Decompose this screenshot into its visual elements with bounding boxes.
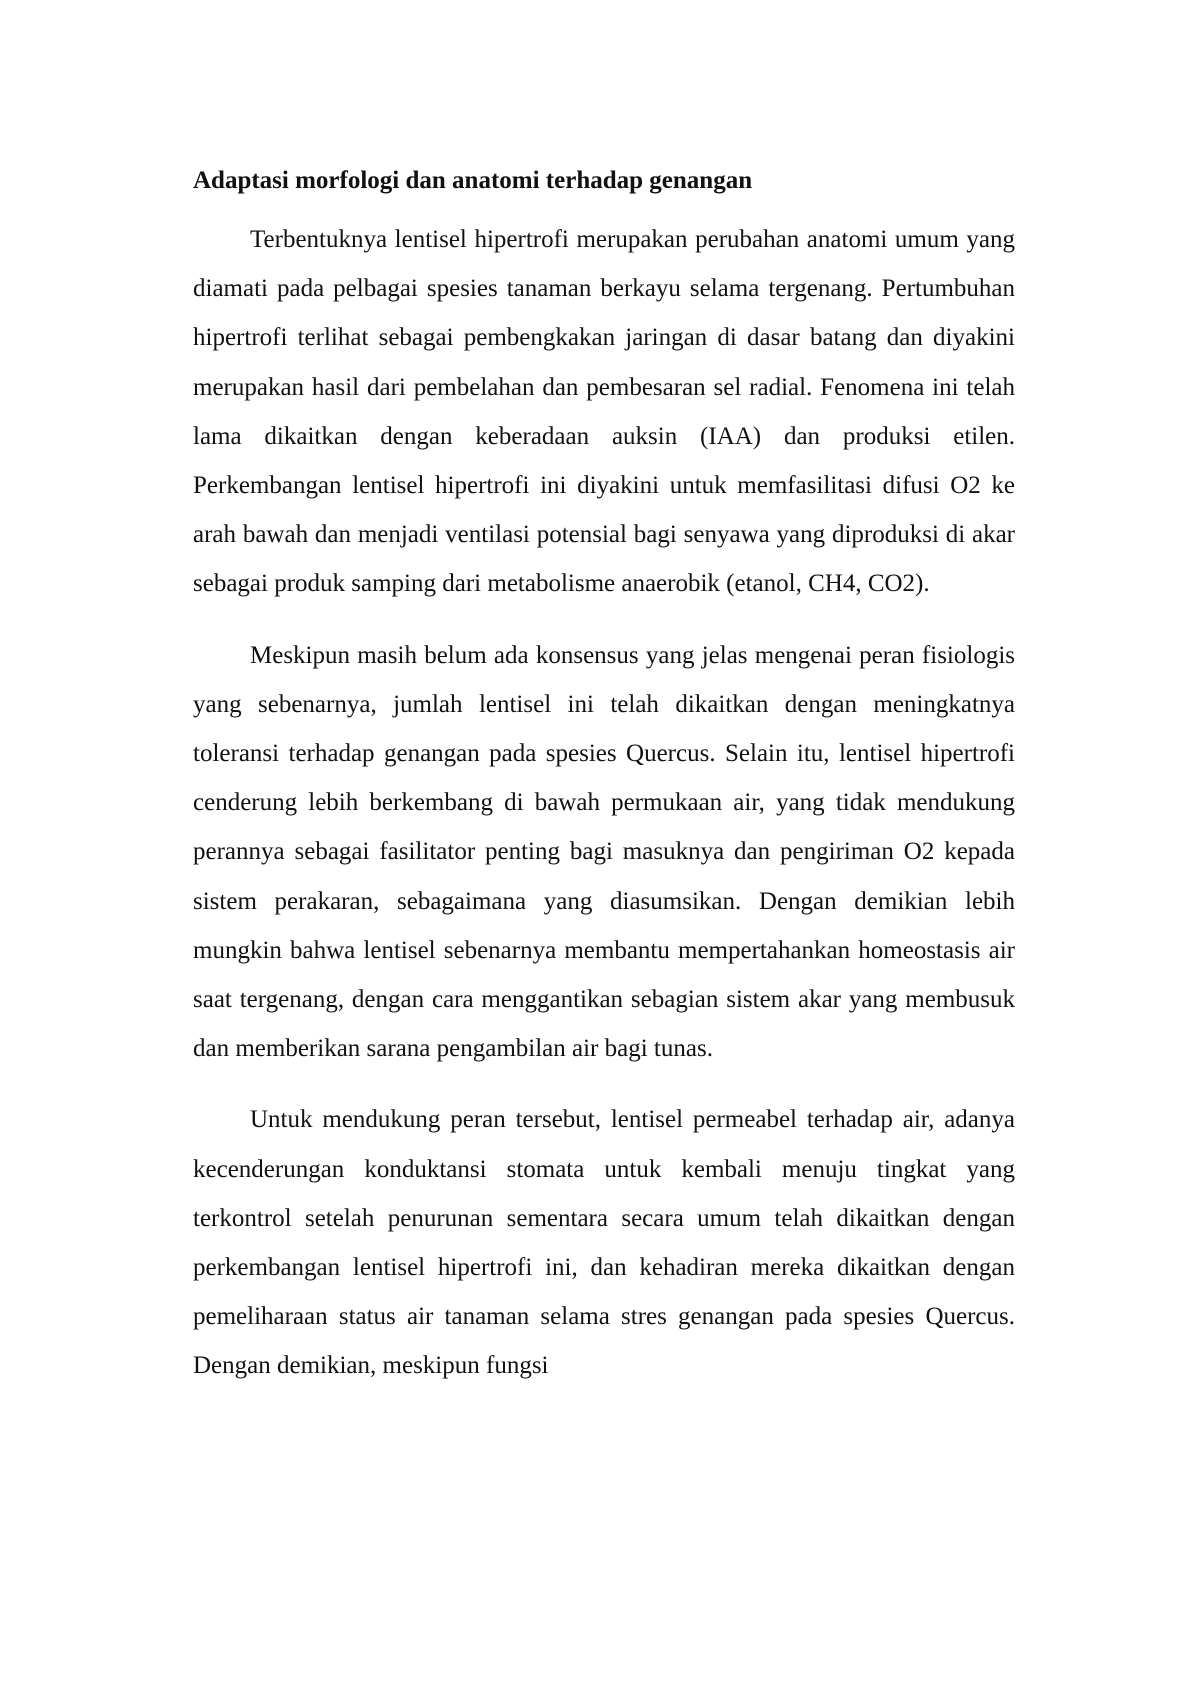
paragraph-3: Untuk mendukung peran tersebut, lentisel permeabel terhadap air, adanya kecenderungan konduktansi stomata untuk kembali menuju tingkat yang terkontrol setelah penurunan sementara secara umum telah dikaitkan dengan perkembangan lentisel hipertrofi ini, dan kehadiran mereka dikaitkan dengan pemeliharaan status air tanaman selama stres genangan pada spesies Quercus. Dengan demikian, meskipun fungsi: [193, 1106, 1015, 1380]
document-body: [193, 166, 1015, 1391]
paragraph-2: Meskipun masih belum ada konsensus yang jelas mengenai peran fisiologis yang sebenarnya, jumlah lentisel ini telah dikaitkan dengan meningkatnya toleransi terhadap genangan pada spesies Quercus. Selain itu, lentisel hipertrofi cenderung lebih berkembang di bawah permukaan air, yang tidak mendukung perannya sebagai fasilitator penting bagi masuknya dan pengiriman O2 kepada sistem perakaran, sebagaimana yang diasumsikan. Dengan demikian lebih mungkin bahwa lentisel sebenarnya membantu mempertahankan homeostasis air saat tergenang, dengan cara menggantikan sebagian sistem akar yang membusuk dan memberikan sarana pengambilan air bagi tunas.: [193, 641, 1015, 1063]
section-heading: Adaptasi morfologi dan anatomi terhadap genangan: [193, 167, 753, 194]
paragraph-1: Terbentuknya lentisel hipertrofi merupakan perubahan anatomi umum yang diamati pada pelbagai spesies tanaman berkayu selama tergenang. Pertumbuhan hipertrofi terlihat sebagai pembengkakan jaringan di dasar batang dan diyakini merupakan hasil dari pembelahan dan pembesaran sel radial. Fenomena ini telah lama dikaitkan dengan keberadaan auksin (IAA) dan produksi etilen. Perkembangan lentisel hipertrofi ini diyakini untuk memfasilitasi difusi O2 ke arah bawah dan menjadi ventilasi potensial bagi senyawa yang diproduksi di akar sebagai produk samping dari metabolisme anaerobik (etanol, CH4, CO2).: [193, 226, 1015, 598]
